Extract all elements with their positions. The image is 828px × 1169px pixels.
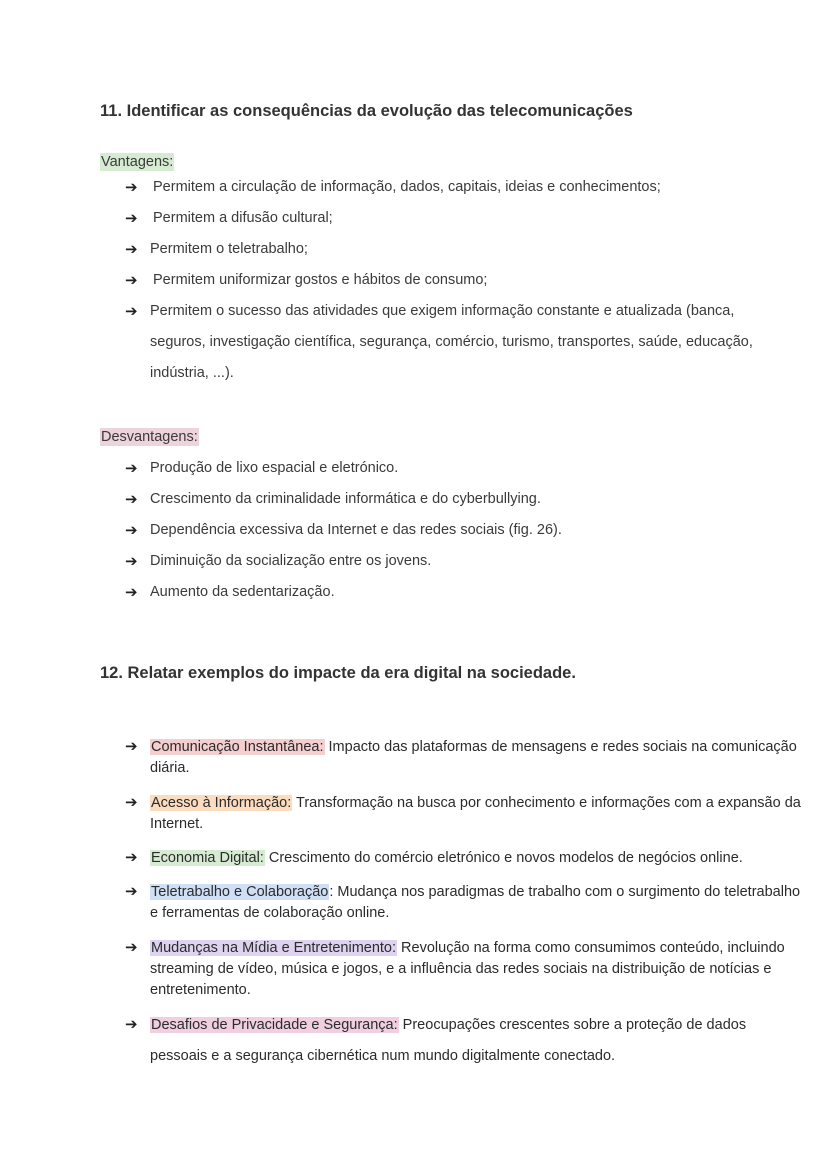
arrow-right-icon: ➔ xyxy=(125,1016,138,1033)
arrow-right-icon: ➔ xyxy=(125,179,138,196)
arrow-right-icon: ➔ xyxy=(125,794,138,811)
list-item: ➔ Dependência excessiva da Internet e das redes sociais (fig. 26). xyxy=(125,522,562,539)
item-description: Preocupações crescentes sobre a proteção de dados pessoais e a segurança cibernética num mundo digitalmente conectado. xyxy=(150,1017,747,1064)
item-description: Revolução na forma como consumimos conteúdo, incluindo streaming de vídeo, música e jogos, e a influência das redes sociais na distribuição de notícias e entretenimento. xyxy=(150,940,785,998)
list-item: ➔ Produção de lixo espacial e eletrónico. xyxy=(125,460,399,477)
list-item: ➔ Permitem a difusão cultural; xyxy=(125,210,333,227)
arrow-right-icon: ➔ xyxy=(125,241,138,258)
list-item: ➔ Permitem o sucesso das atividades que exigem informação constante e atualizada (banca, seguros, investigação científica, segurança, comércio, turismo, transportes, saúde, educação, indústria, ...). xyxy=(125,303,753,381)
highlighted-term: Comunicação Instantânea: xyxy=(151,739,324,755)
arrow-right-icon: ➔ xyxy=(125,303,138,320)
arrow-right-icon: ➔ xyxy=(125,939,138,956)
item-description: Crescimento do comércio eletrónico e novos modelos de negócios online. xyxy=(264,850,743,866)
item-description: : Mudança nos paradigmas de trabalho com o surgimento do teletrabalho e ferramentas de colaboração online. xyxy=(150,884,801,921)
arrow-right-icon: ➔ xyxy=(125,522,138,539)
highlighted-term: Desafios de Privacidade e Segurança: xyxy=(151,1017,398,1033)
item-description: Impacto das plataformas de mensagens e redes sociais na comunicação diária. xyxy=(150,739,797,776)
arrow-right-icon: ➔ xyxy=(125,272,138,289)
disadvantages-label: Desvantagens: xyxy=(101,429,198,445)
highlighted-term: Teletrabalho e Colaboração xyxy=(151,884,329,900)
arrow-right-icon: ➔ xyxy=(125,738,138,755)
arrow-right-icon: ➔ xyxy=(125,210,138,227)
list-item xyxy=(125,938,805,1001)
list-item xyxy=(125,793,805,835)
arrow-right-icon: ➔ xyxy=(125,491,138,508)
advantages-label: Vantagens: xyxy=(101,154,174,170)
highlighted-term: Mudanças na Mídia e Entretenimento: xyxy=(151,940,397,956)
section-12-heading: 12. Relatar exemplos do impacte da era digital na sociedade. xyxy=(100,664,576,682)
arrow-right-icon: ➔ xyxy=(125,460,138,477)
highlighted-term: Acesso à Informação: xyxy=(151,795,292,811)
section-11-heading: 11. Identificar as consequências da evolução das telecomunicações xyxy=(100,102,633,120)
list-item: ➔ Aumento da sedentarização. xyxy=(125,584,335,601)
list-item: ➔ Permitem a circulação de informação, dados, capitais, ideias e conhecimentos; xyxy=(125,179,661,196)
list-item: ➔ Permitem uniformizar gostos e hábitos de consumo; xyxy=(125,272,488,289)
arrow-right-icon: ➔ xyxy=(125,883,138,900)
arrow-right-icon: ➔ xyxy=(125,584,138,601)
list-item xyxy=(125,1010,805,1072)
arrow-right-icon: ➔ xyxy=(125,849,138,866)
list-item: ➔ Permitem o teletrabalho; xyxy=(125,241,308,258)
list-item xyxy=(125,848,805,869)
list-item xyxy=(125,737,805,779)
arrow-right-icon: ➔ xyxy=(125,553,138,570)
list-item xyxy=(125,882,805,924)
highlighted-term: Economia Digital: xyxy=(151,850,264,866)
list-item: ➔ Crescimento da criminalidade informática e do cyberbullying. xyxy=(125,491,541,508)
list-item: ➔ Diminuição da socialização entre os jovens. xyxy=(125,553,432,570)
item-description: Transformação na busca por conhecimento e informações com a expansão da Internet. xyxy=(150,795,801,832)
